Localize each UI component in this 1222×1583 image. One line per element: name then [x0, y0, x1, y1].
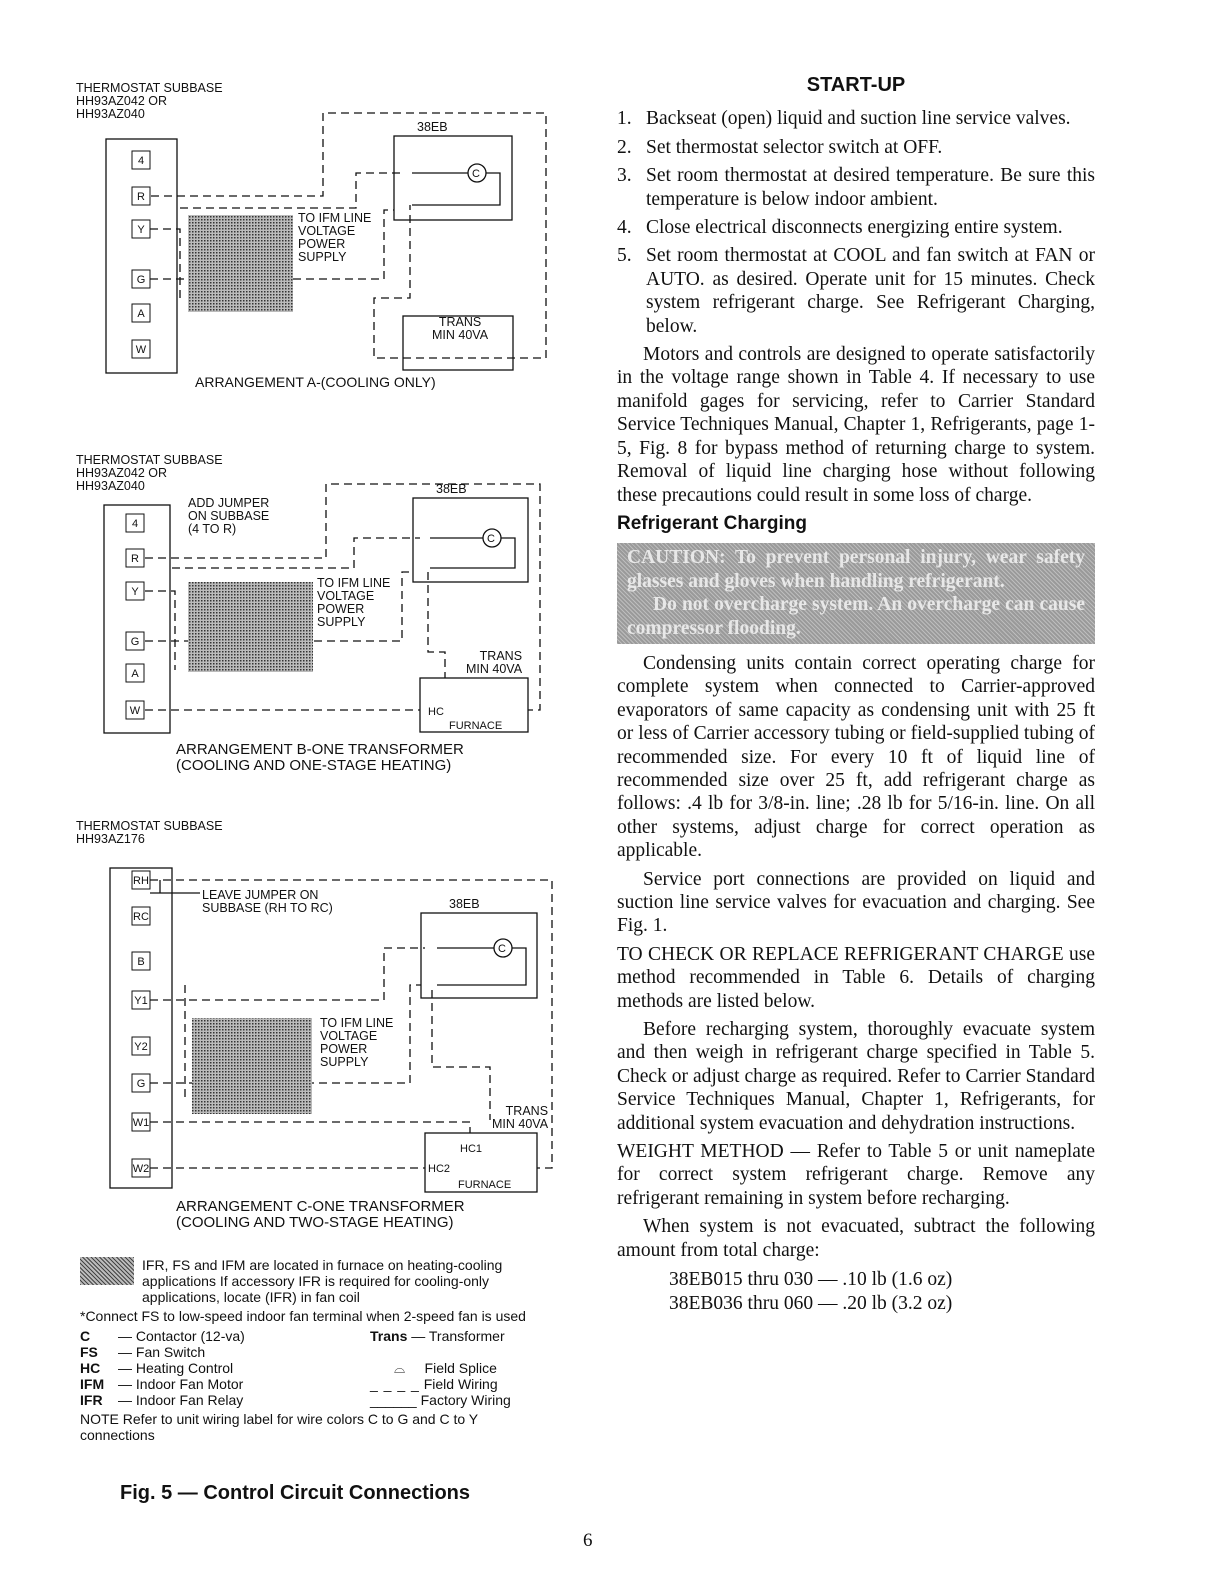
terminal-label: R — [131, 553, 139, 565]
control-circuit-diagrams — [0, 0, 560, 1250]
ifm-note: TO IFM LINE VOLTAGE POWER SUPPLY — [320, 1016, 394, 1069]
charge-amount: 38EB015 thru 030 — .10 lb (1.6 oz) — [669, 1269, 953, 1291]
terminal-label: W — [129, 705, 141, 717]
terminal-label: B — [137, 956, 145, 968]
caption-b: ARRANGEMENT B-ONE TRANSFORMER (COOLING AND ONE-STAGE HEATING) — [176, 741, 464, 774]
figure-caption: Fig. 5 — Control Circuit Connections — [120, 1482, 470, 1504]
contactor-label: C — [472, 168, 480, 180]
furnace-label: FURNACE — [458, 1179, 512, 1191]
subbase-label: THERMOSTAT SUBBASE HH93AZ042 OR HH93AZ040 — [76, 453, 223, 493]
ifm-note: TO IFM LINE VOLTAGE POWER SUPPLY — [298, 211, 372, 264]
terminal-label: R — [137, 191, 145, 203]
terminal-label: Y2 — [134, 1041, 148, 1053]
jumper-note: LEAVE JUMPER ON SUBBASE (RH TO RC) — [202, 888, 333, 915]
startup-step: 5. Set room thermostat at COOL and fan switch at FAN or AUTO. as desired. Operate unit for 15 minutes. Check system refrigerant charge. See Refrigerant Charging, below. — [617, 245, 1095, 337]
caption-a: ARRANGEMENT A-(COOLING ONLY) — [195, 374, 436, 390]
terminal-label: 4 — [137, 155, 145, 167]
legend — [80, 1257, 555, 1443]
startup-step: 4. Close electrical disconnects energizing entire system. — [617, 217, 1063, 239]
weight-method-paragraph: WEIGHT METHOD — Refer to Table 5 or unit nameplate for correct system refrigerant charge. Remove any refrigerant remaining in system before recharging. — [617, 1141, 1095, 1209]
shaded-note: IFR, FS and IFM are located in furnace on heating-cooling applications If accessory IFR is required for cooling-only applications, locate (IFR) in fan coil — [142, 1257, 503, 1305]
hc2-label: HC2 — [428, 1163, 451, 1175]
paragraph: Condensing units contain correct operating charge for complete system when connected to Carrier-approved evaporators of same capacity as condensing unit with 25 ft or less of Carrier accessory tubing or field-supplied tubing of recommended size. For every 10 ft of liquid line of recommended size over 25 ft, add refrigerant charge as follows: .4 lb for 3/8-in. line; .28 lb for 5/16-in. line. On all other systems, adjust charge for correct operation as applicable. — [617, 652, 1095, 862]
terminal-label: RH — [133, 875, 149, 887]
terminal-label: G — [136, 1078, 146, 1090]
recharge-paragraph: Before recharging system, thoroughly evacuate system and then weigh in refrigerant charge specified in Table 5. Check or adjust charge as required. Refer to Carrier Standard Service Techniques Manual, Chapter 1, Refrigerants, for additional system evacuation and dehydration instructions. — [617, 1019, 1095, 1134]
caution-box: CAUTION: To prevent personal injury, wear safety glasses and gloves when handling refrigerant. Do not overcharge system. An overcharge can cause compressor flooding. — [617, 543, 1095, 644]
startup-heading: START-UP — [806, 74, 906, 96]
wiring-note: NOTE Refer to unit wiring label for wire colors C to G and C to Y connections — [80, 1411, 478, 1443]
startup-step: 2. Set thermostat selector switch at OFF. — [617, 136, 943, 158]
abbr-row: C — Contactor (12-va) — [80, 1328, 245, 1344]
trans-label: TRANS MIN 40VA — [432, 315, 489, 342]
terminal-label: 4 — [131, 518, 139, 530]
unit-label: 38EB — [417, 120, 448, 134]
abbr-row: HC — Heating Control — [80, 1360, 234, 1376]
contactor-label: C — [487, 533, 495, 545]
terminal-label: W — [135, 344, 147, 356]
abbr-row: IFR — Indoor Fan Relay — [80, 1392, 244, 1408]
startup-step: 3. Set room thermostat at desired temperature. Be sure this temperature is below indoor ambient. — [617, 165, 1095, 210]
contactor-label: C — [498, 943, 506, 955]
terminal-label: Y — [131, 586, 139, 598]
ifm-note: TO IFM LINE VOLTAGE POWER SUPPLY — [317, 576, 391, 629]
furnace-label: FURNACE — [449, 720, 503, 732]
terminal-label: W2 — [132, 1163, 150, 1175]
trans-label: TRANS MIN 40VA — [492, 1104, 549, 1131]
terminal-label: A — [131, 668, 139, 680]
unit-label: 38EB — [436, 482, 467, 496]
page-number: 6 — [583, 1530, 593, 1551]
hc1-label: HC1 — [460, 1143, 483, 1155]
subbase-label: THERMOSTAT SUBBASE HH93AZ176 — [76, 819, 223, 846]
field-splice-key: ⌓ Field Splice — [394, 1360, 497, 1376]
charge-amount: 38EB036 thru 060 — .20 lb (3.2 oz) — [669, 1292, 953, 1314]
trans-key: Trans — Transformer — [370, 1328, 505, 1344]
not-evacuated-paragraph: When system is not evacuated, subtract the following amount from total charge: — [617, 1216, 1095, 1261]
subbase-label: THERMOSTAT SUBBASE HH93AZ042 OR HH93AZ040 — [76, 81, 223, 121]
splice-icon: ⌓ — [394, 1360, 406, 1376]
refrigerant-heading: Refrigerant Charging — [617, 512, 808, 534]
startup-step: 1. Backseat (open) liquid and suction line service valves. — [617, 108, 1071, 130]
field-wiring-key: _ _ _ _ Field Wiring — [370, 1376, 498, 1392]
footnote: *Connect FS to low-speed indoor fan terminal when 2-speed fan is used — [80, 1308, 526, 1324]
hc-label: HC — [428, 706, 444, 718]
terminal-label: G — [130, 636, 140, 648]
check-paragraph: TO CHECK OR REPLACE REFRIGERANT CHARGE use method recommended in Table 6. Details of charging methods are listed below. — [617, 943, 1095, 1012]
trans-label: TRANS MIN 40VA — [466, 649, 523, 676]
abbr-row: FS — Fan Switch — [80, 1344, 206, 1360]
terminal-label: Y — [137, 224, 145, 236]
shaded-swatch — [80, 1257, 134, 1285]
terminal-label: A — [137, 308, 145, 320]
motors-paragraph: Motors and controls are designed to operate satisfactorily in the voltage range shown in Table 4. If necessary to use manifold gages for servicing, refer to Carrier Standard Service Techniques Manual, Chapter 1, Refrigerants, page 1-5, Fig. 8 for bypass method of returning charge to system. Removal of liquid line charging hose without following these precautions could result in some loss of charge. — [617, 344, 1095, 506]
terminal-label: G — [136, 274, 146, 286]
paragraph: Service port connections are provided on liquid and suction line service valves for evacuation and charging. See Fig. 1. — [617, 868, 1095, 937]
right-column — [617, 74, 1095, 1315]
unit-label: 38EB — [449, 897, 480, 911]
terminal-label: W1 — [132, 1117, 150, 1129]
caption-c: ARRANGEMENT C-ONE TRANSFORMER (COOLING AND TWO-STAGE HEATING) — [176, 1198, 465, 1231]
factory-wiring-key: ______ Factory Wiring — [370, 1392, 511, 1408]
terminal-label: RC — [133, 911, 149, 923]
terminal-label: Y1 — [134, 995, 148, 1007]
jumper-note: ADD JUMPER ON SUBBASE (4 TO R) — [188, 496, 270, 536]
abbr-row: IFM — Indoor Fan Motor — [80, 1376, 244, 1392]
